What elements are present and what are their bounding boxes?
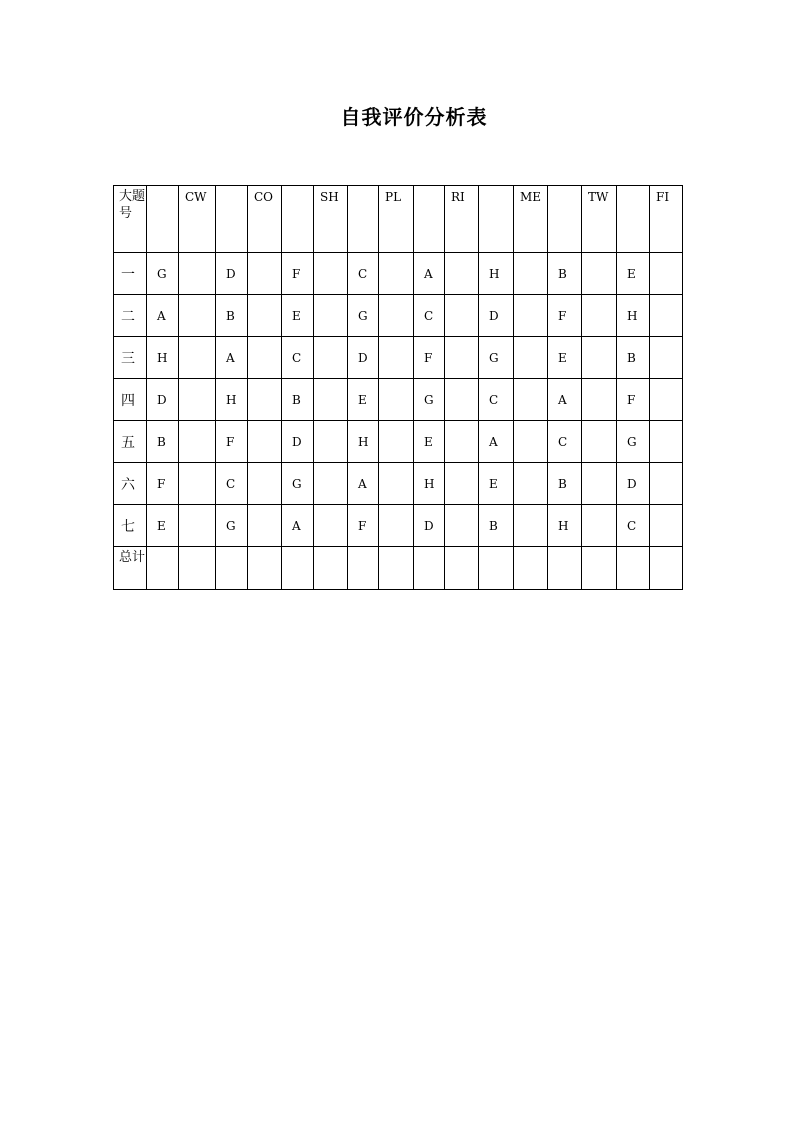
score-cell <box>179 379 216 421</box>
score-cell <box>179 421 216 463</box>
total-cell <box>617 547 650 590</box>
answer-letter-cell: D <box>147 379 179 421</box>
answer-letter-cell: H <box>548 505 582 547</box>
table-row <box>114 295 683 337</box>
letter-column-header <box>282 186 314 253</box>
score-cell <box>582 337 617 379</box>
answer-letter-cell: G <box>216 505 248 547</box>
answer-letter-cell: C <box>216 463 248 505</box>
answer-letter-cell: D <box>479 295 514 337</box>
score-cell <box>314 379 348 421</box>
answer-letter-cell: G <box>617 421 650 463</box>
answer-letter-cell: F <box>282 253 314 295</box>
score-cell <box>514 421 548 463</box>
total-cell <box>348 547 379 590</box>
answer-letter-cell: F <box>548 295 582 337</box>
question-number-cell: 四 <box>114 379 147 421</box>
answer-letter-cell: F <box>617 379 650 421</box>
score-cell <box>248 379 282 421</box>
score-cell <box>445 295 479 337</box>
score-cell <box>379 421 414 463</box>
score-cell <box>582 505 617 547</box>
total-cell <box>248 547 282 590</box>
answer-letter-cell: E <box>479 463 514 505</box>
letter-column-header <box>147 186 179 253</box>
self-evaluation-table <box>113 185 683 590</box>
answer-letter-cell: B <box>282 379 314 421</box>
total-cell <box>548 547 582 590</box>
score-cell <box>379 253 414 295</box>
letter-column-header <box>348 186 379 253</box>
score-cell <box>314 463 348 505</box>
answer-letter-cell: C <box>282 337 314 379</box>
answer-letter-cell: E <box>282 295 314 337</box>
question-number-cell: 一 <box>114 253 147 295</box>
answer-letter-cell: A <box>348 463 379 505</box>
score-cell <box>248 421 282 463</box>
score-cell <box>650 421 683 463</box>
score-cell <box>445 253 479 295</box>
question-number-cell: 五 <box>114 421 147 463</box>
role-code-header: ME <box>514 186 548 253</box>
header-row-label: 大题号 <box>114 186 147 253</box>
score-cell <box>314 253 348 295</box>
total-cell <box>479 547 514 590</box>
score-cell <box>314 337 348 379</box>
role-code-header: RI <box>445 186 479 253</box>
answer-letter-cell: H <box>479 253 514 295</box>
answer-letter-cell: G <box>282 463 314 505</box>
answer-letter-cell: A <box>548 379 582 421</box>
score-cell <box>582 421 617 463</box>
score-cell <box>314 295 348 337</box>
score-cell <box>514 379 548 421</box>
total-cell <box>650 547 683 590</box>
answer-letter-cell: H <box>617 295 650 337</box>
answer-letter-cell: D <box>617 463 650 505</box>
question-number-cell: 六 <box>114 463 147 505</box>
question-number-cell: 二 <box>114 295 147 337</box>
answer-letter-cell: H <box>348 421 379 463</box>
score-cell <box>582 463 617 505</box>
total-cell <box>147 547 179 590</box>
answer-letter-cell: A <box>479 421 514 463</box>
score-cell <box>379 379 414 421</box>
answer-letter-cell: F <box>414 337 445 379</box>
total-cell <box>216 547 248 590</box>
score-cell <box>445 463 479 505</box>
score-cell <box>650 253 683 295</box>
table-row <box>114 253 683 295</box>
answer-letter-cell: A <box>147 295 179 337</box>
total-cell <box>445 547 479 590</box>
total-cell <box>414 547 445 590</box>
score-cell <box>379 505 414 547</box>
answer-letter-cell: G <box>414 379 445 421</box>
answer-letter-cell: C <box>548 421 582 463</box>
score-cell <box>650 379 683 421</box>
answer-letter-cell: E <box>617 253 650 295</box>
score-cell <box>445 379 479 421</box>
score-cell <box>248 337 282 379</box>
table-row <box>114 379 683 421</box>
score-cell <box>514 253 548 295</box>
role-code-header: FI <box>650 186 683 253</box>
score-cell <box>514 295 548 337</box>
answer-letter-cell: F <box>216 421 248 463</box>
question-number-cell: 三 <box>114 337 147 379</box>
score-cell <box>445 337 479 379</box>
answer-letter-cell: B <box>548 463 582 505</box>
answer-letter-cell: D <box>348 337 379 379</box>
role-code-header: TW <box>582 186 617 253</box>
score-cell <box>314 505 348 547</box>
role-code-header: SH <box>314 186 348 253</box>
table-row <box>114 337 683 379</box>
total-cell <box>514 547 548 590</box>
table-header-row <box>114 186 683 253</box>
answer-letter-cell: E <box>147 505 179 547</box>
score-cell <box>379 295 414 337</box>
score-cell <box>179 295 216 337</box>
question-number-cell: 七 <box>114 505 147 547</box>
letter-column-header <box>548 186 582 253</box>
page-title: 自我评价分析表 <box>340 105 488 129</box>
answer-letter-cell: H <box>147 337 179 379</box>
score-cell <box>650 295 683 337</box>
total-cell <box>582 547 617 590</box>
total-row <box>114 547 683 590</box>
answer-letter-cell: H <box>414 463 445 505</box>
answer-letter-cell: B <box>479 505 514 547</box>
answer-letter-cell: C <box>617 505 650 547</box>
score-cell <box>514 463 548 505</box>
score-cell <box>248 295 282 337</box>
answer-letter-cell: D <box>282 421 314 463</box>
letter-column-header <box>216 186 248 253</box>
role-code-header: CO <box>248 186 282 253</box>
letter-column-header <box>617 186 650 253</box>
answer-letter-cell: D <box>414 505 445 547</box>
score-cell <box>379 463 414 505</box>
score-cell <box>582 379 617 421</box>
answer-letter-cell: E <box>348 379 379 421</box>
answer-letter-cell: B <box>216 295 248 337</box>
score-cell <box>248 253 282 295</box>
answer-letter-cell: H <box>216 379 248 421</box>
letter-column-header <box>414 186 445 253</box>
score-cell <box>514 505 548 547</box>
total-cell <box>379 547 414 590</box>
role-code-header: CW <box>179 186 216 253</box>
score-cell <box>179 337 216 379</box>
score-cell <box>650 463 683 505</box>
answer-letter-cell: G <box>348 295 379 337</box>
score-cell <box>179 505 216 547</box>
answer-letter-cell: B <box>548 253 582 295</box>
answer-letter-cell: G <box>147 253 179 295</box>
score-cell <box>179 253 216 295</box>
score-cell <box>514 337 548 379</box>
score-cell <box>179 463 216 505</box>
score-cell <box>582 253 617 295</box>
score-cell <box>582 295 617 337</box>
answer-letter-cell: F <box>147 463 179 505</box>
score-cell <box>248 463 282 505</box>
total-cell <box>179 547 216 590</box>
score-cell <box>445 421 479 463</box>
score-cell <box>379 337 414 379</box>
answer-letter-cell: C <box>414 295 445 337</box>
answer-letter-cell: C <box>348 253 379 295</box>
table-row <box>114 421 683 463</box>
answer-letter-cell: C <box>479 379 514 421</box>
answer-letter-cell: D <box>216 253 248 295</box>
role-code-header: PL <box>379 186 414 253</box>
answer-letter-cell: E <box>414 421 445 463</box>
letter-column-header <box>479 186 514 253</box>
answer-letter-cell: F <box>348 505 379 547</box>
answer-letter-cell: A <box>282 505 314 547</box>
total-cell <box>314 547 348 590</box>
answer-letter-cell: A <box>414 253 445 295</box>
answer-letter-cell: A <box>216 337 248 379</box>
score-cell <box>650 505 683 547</box>
answer-letter-cell: B <box>147 421 179 463</box>
answer-letter-cell: E <box>548 337 582 379</box>
total-cell <box>282 547 314 590</box>
table-row <box>114 463 683 505</box>
answer-letter-cell: G <box>479 337 514 379</box>
table-row <box>114 505 683 547</box>
score-cell <box>650 337 683 379</box>
table-body <box>114 186 683 590</box>
answer-letter-cell: B <box>617 337 650 379</box>
total-label-cell: 总计 <box>114 547 147 590</box>
score-cell <box>314 421 348 463</box>
score-cell <box>248 505 282 547</box>
score-cell <box>445 505 479 547</box>
